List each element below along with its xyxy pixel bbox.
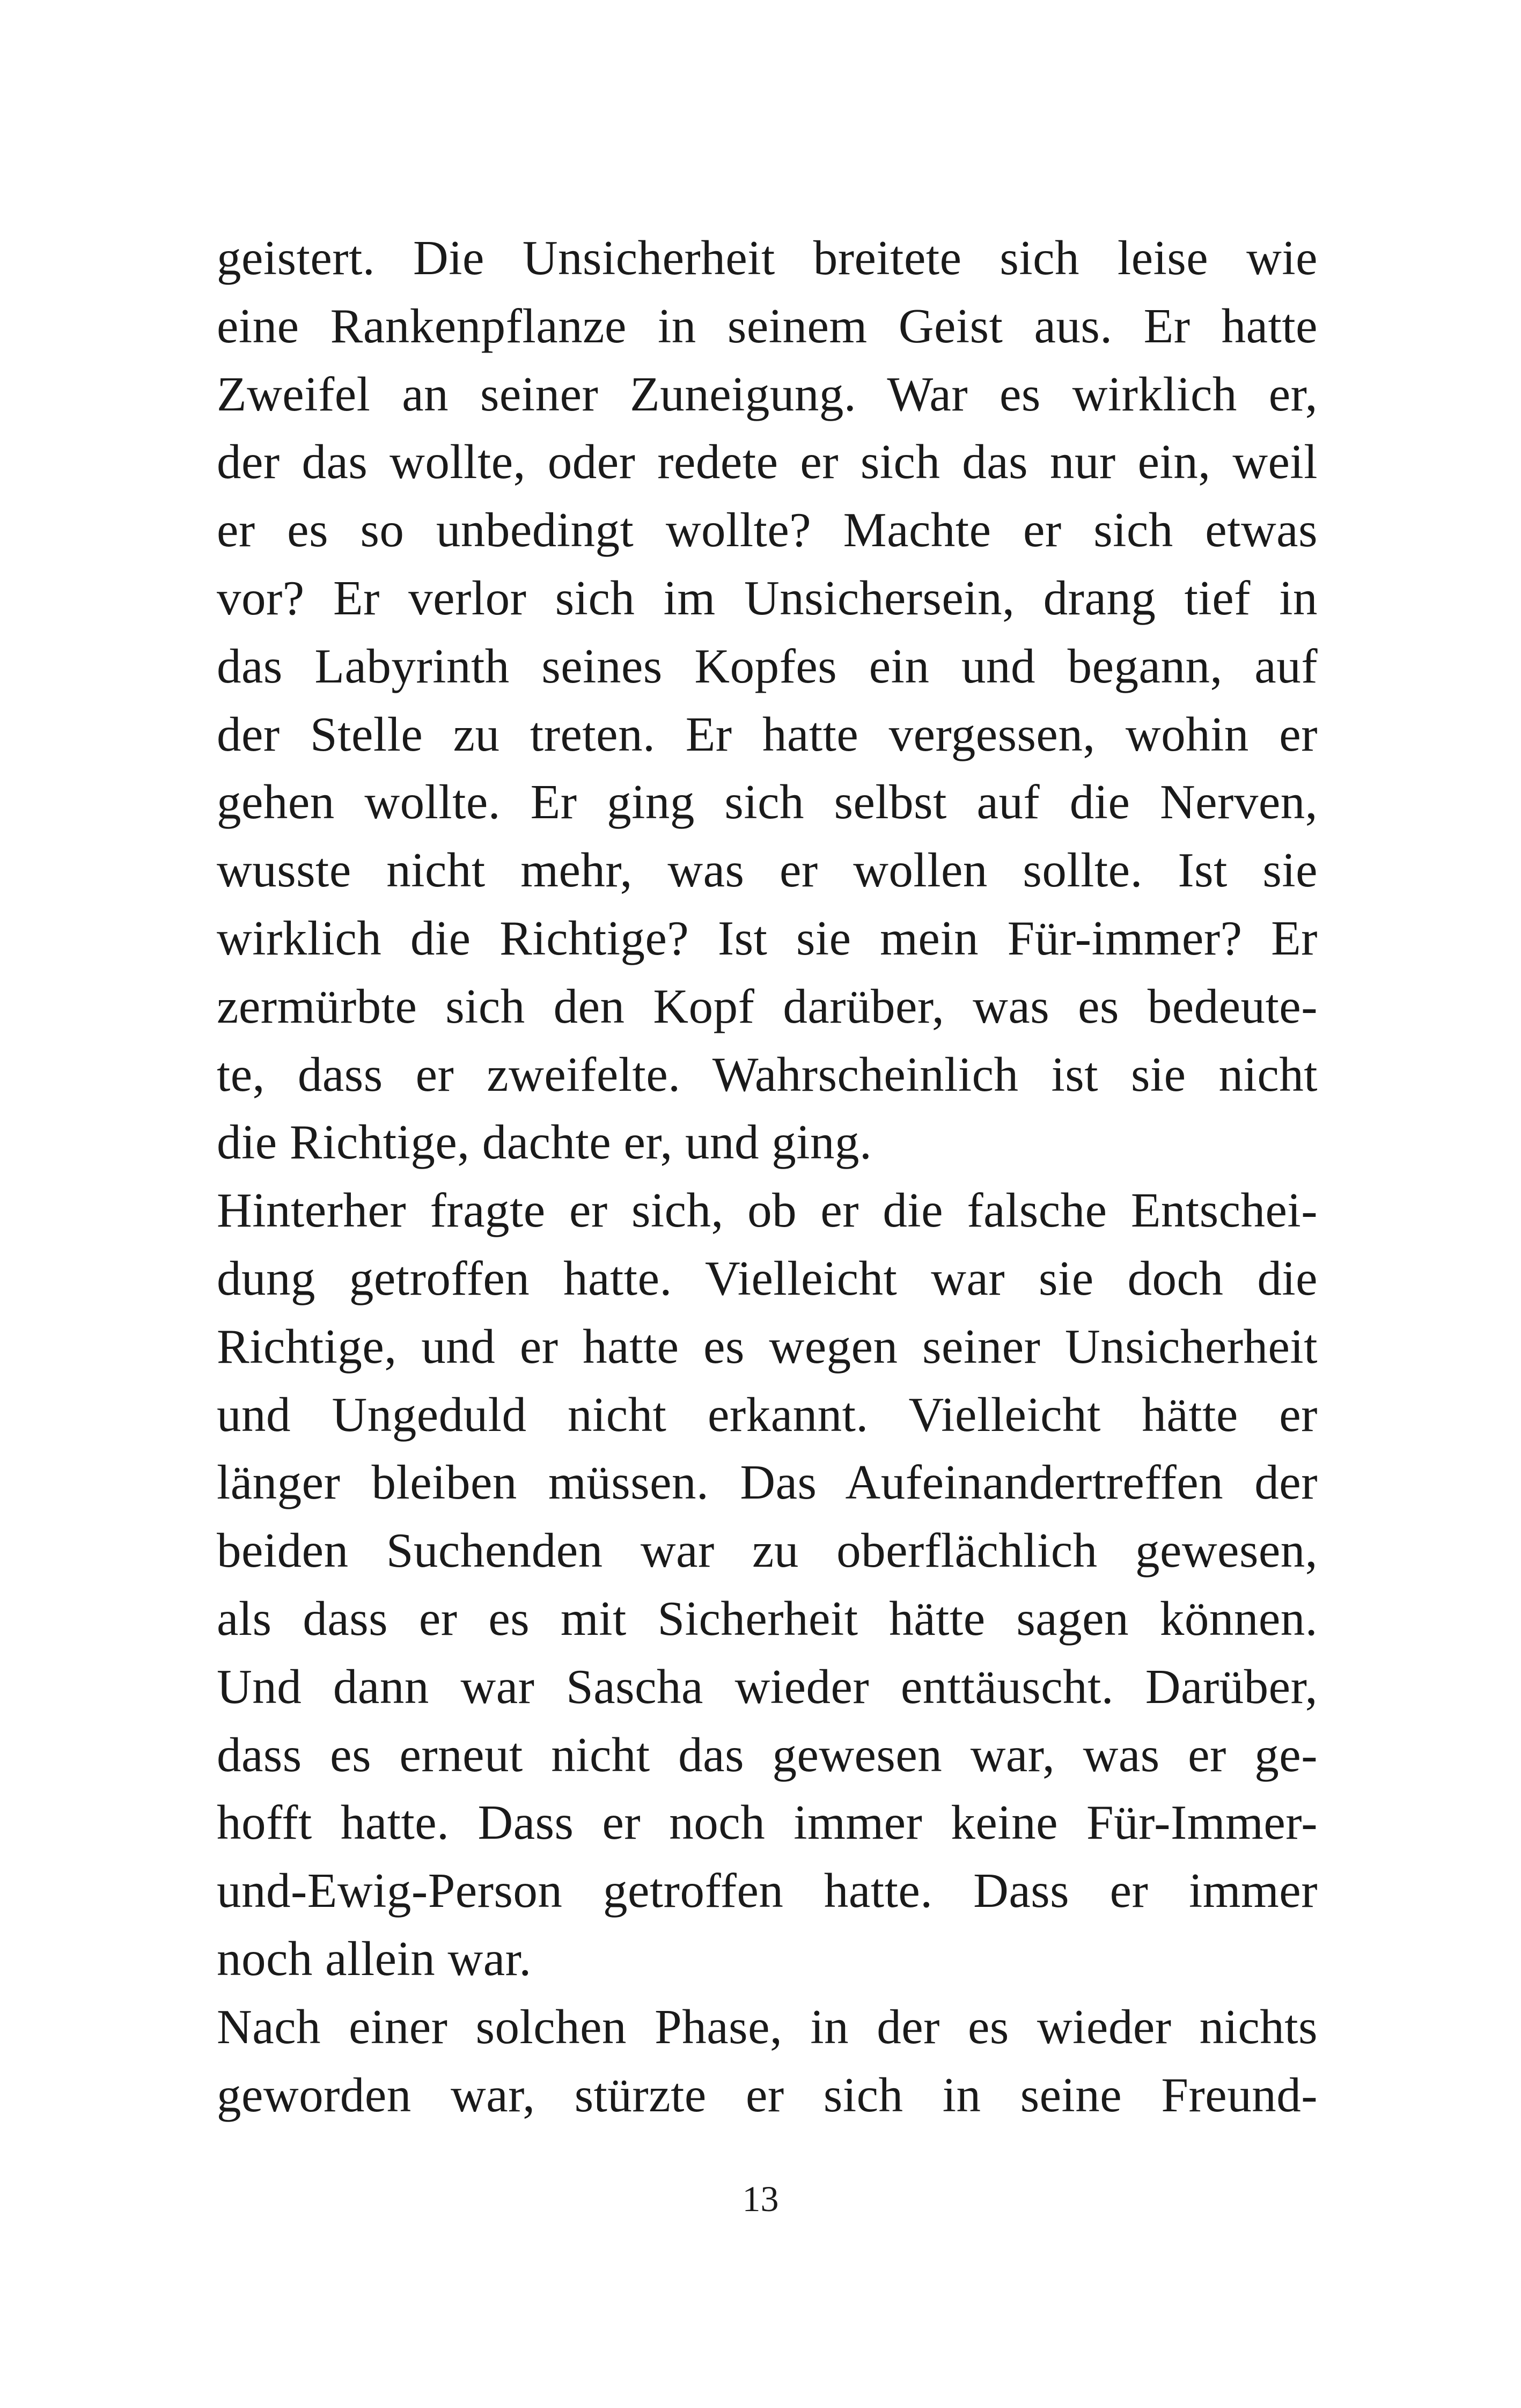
- text-line: länger bleiben müssen. Das Aufeinandertreffen der: [217, 1455, 1318, 1510]
- text-line: Richtige, und er hatte es wegen seiner Unsicherheit: [217, 1319, 1318, 1374]
- text-line: als dass er es mit Sicherheit hätte sagen können.: [217, 1591, 1318, 1646]
- text-line: und Ungeduld nicht erkannt. Vielleicht hätte er: [217, 1387, 1318, 1442]
- text-line: dung getroffen hatte. Vielleicht war sie doch die: [217, 1251, 1318, 1305]
- text-line: noch allein war.: [217, 1931, 532, 1986]
- text-line: Und dann war Sascha wieder enttäuscht. Darüber,: [217, 1659, 1318, 1714]
- text-line: te, dass er zweifelte. Wahrscheinlich ist sie nicht: [217, 1047, 1318, 1102]
- text-line: der das wollte, oder redete er sich das nur ein, weil: [217, 435, 1318, 489]
- text-line: geistert. Die Unsicherheit breitete sich leise wie: [217, 231, 1318, 285]
- body-text: [217, 224, 1318, 2129]
- text-line: er es so unbedingt wollte? Machte er sich etwas: [217, 503, 1318, 557]
- text-line: gehen wollte. Er ging sich selbst auf die Nerven,: [217, 775, 1318, 829]
- text-line: zermürbte sich den Kopf darüber, was es bedeute-: [217, 979, 1318, 1033]
- text-line: das Labyrinth seines Kopfes ein und begann, auf: [217, 638, 1318, 693]
- text-line: die Richtige, dachte er, und ging.: [217, 1115, 872, 1170]
- text-line: Hinterher fragte er sich, ob er die falsche Entschei-: [217, 1183, 1318, 1238]
- text-line: der Stelle zu treten. Er hatte vergessen, wohin er: [217, 707, 1318, 761]
- text-line: Zweifel an seiner Zuneigung. War es wirklich er,: [217, 366, 1318, 421]
- text-line: eine Rankenpflanze in seinem Geist aus. Er hatte: [217, 298, 1318, 353]
- text-line: vor? Er verlor sich im Unsichersein, drang tief in: [217, 570, 1318, 625]
- page-number: 13: [742, 2178, 779, 2219]
- text-line: dass es erneut nicht das gewesen war, was er ge-: [217, 1727, 1318, 1782]
- text-line: Nach einer solchen Phase, in der es wieder nichts: [217, 1999, 1318, 2054]
- text-line: hofft hatte. Dass er noch immer keine Für-Immer-: [217, 1795, 1318, 1850]
- text-line: beiden Suchenden war zu oberflächlich gewesen,: [217, 1523, 1318, 1578]
- text-line: wirklich die Richtige? Ist sie mein Für-immer? Er: [217, 911, 1318, 965]
- text-line: wusste nicht mehr, was er wollen sollte. Ist sie: [217, 843, 1318, 898]
- text-line: geworden war, stürzte er sich in seine Freund-: [217, 2067, 1318, 2122]
- text-line: und-Ewig-Person getroffen hatte. Dass er immer: [217, 1863, 1318, 1918]
